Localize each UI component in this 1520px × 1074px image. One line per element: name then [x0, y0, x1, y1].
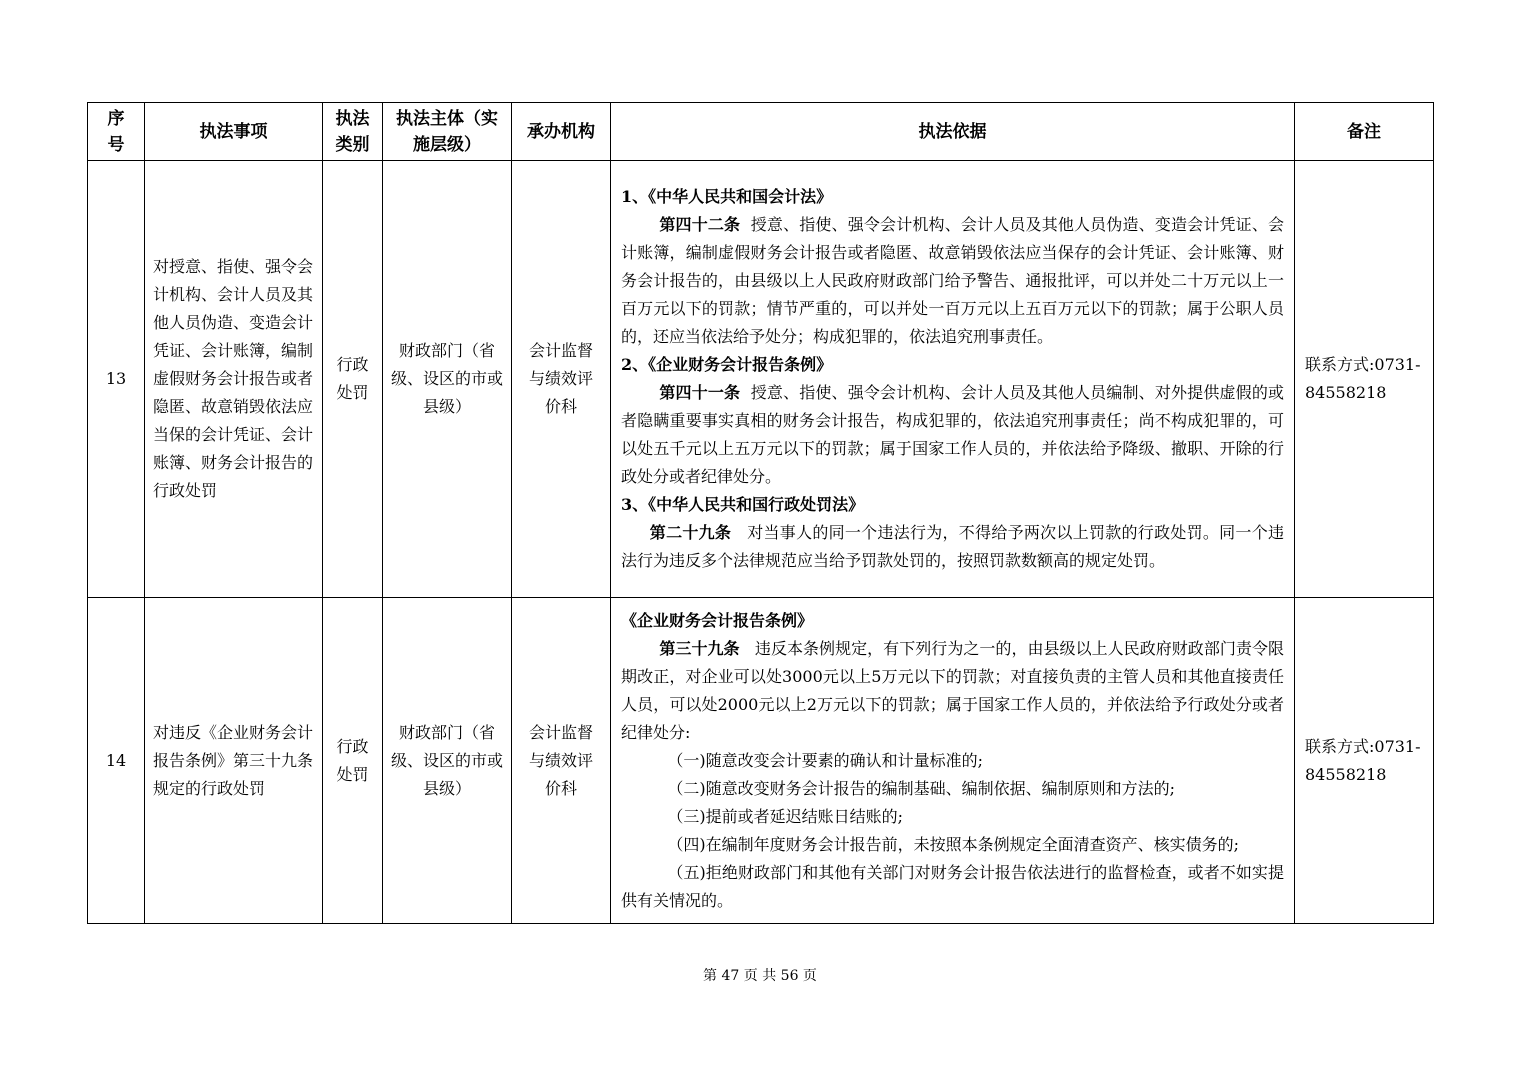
table-row: [88, 598, 1434, 924]
basis-law-title: 《企业财务会计报告条例》: [621, 610, 814, 630]
enforcement-table: [87, 102, 1434, 924]
basis-paragraph: 第四十一条 授意、指使、强令会计机构、会计人员及其他人员编制、对外提供虚假的或者隐瞒重要事实真相的财务会计报告，构成犯罪的，依法追究刑事责任；尚不构成犯罪的，可以处五千元以上五万元以下的罚款；属于国家工作人员的，并依法给予降级、撤职、开除的行政处分或者纪律处分。: [621, 383, 1284, 486]
basis-law-title: 2、《企业财务会计报告条例》: [621, 355, 833, 374]
row-basis: [611, 161, 1295, 598]
page-number: 第 47 页 共 56 页: [703, 968, 817, 984]
basis-paragraph: 第三十九条 违反本条例规定，有下列行为之一的，由县级以上人民政府财政部门责令限期改正，对企业可以处3000元以上5万元以下的罚款；对直接负责的主管人员和其他直接责任人员，可以处2000元以上2万元以下的罚款；属于国家工作人员的，并依法给予行政处分或者纪律处分:: [621, 638, 1284, 742]
basis-paragraph: 第二十九条 对当事人的同一个违法行为，不得给予两次以上罚款的行政处罚。同一个违法行为违反多个法律规范应当给予罚款处罚的，按照罚款数额高的规定处罚。: [621, 523, 1284, 570]
row-type: 行政处罚: [323, 161, 383, 598]
basis-list-item: （一)随意改变会计要素的确认和计量标准的;: [667, 750, 984, 770]
row-basis: [611, 598, 1295, 924]
header-org: 承办机构: [512, 103, 611, 161]
row-item: 对违反《企业财务会计报告条例》第三十九条规定的行政处罚: [145, 598, 323, 924]
header-note: 备注: [1295, 103, 1434, 161]
row-note: 联系方式:0731-84558218: [1295, 161, 1434, 598]
row-org: 会计监督与绩效评价科: [512, 598, 611, 924]
basis-list-item: （三)提前或者延迟结账日结账的;: [667, 806, 904, 826]
basis-law-title: 3、《中华人民共和国行政处罚法》: [621, 495, 865, 514]
row-seq: 14: [88, 598, 145, 924]
basis-list-item: （四)在编制年度财务会计报告前，未按照本条例规定全面清查资产、核实债务的;: [667, 834, 1240, 854]
header-type: 执法类别: [323, 103, 383, 161]
table-row: [88, 161, 1434, 598]
basis-list-item: （二)随意改变财务会计报告的编制基础、编制依据、编制原则和方法的;: [667, 778, 1176, 798]
row-note: 联系方式:0731-84558218: [1295, 598, 1434, 924]
basis-paragraph: 第四十二条 授意、指使、强令会计机构、会计人员及其他人员伪造、变造会计凭证、会计账簿，编制虚假财务会计报告或者隐匿、故意销毁依法应当保存的会计凭证、会计账簿、财务会计报告的，由县级以上人民政府财政部门给予警告、通报批评，可以并处二十万元以上一百万元以下的罚款；情节严重的，可以并处一百万元以上五百万元以下的罚款；属于公职人员的，还应当依法给予处分；构成犯罪的，依法追究刑事责任。: [621, 215, 1284, 346]
row-seq: 13: [88, 161, 145, 598]
row-item: 对授意、指使、强令会计机构、会计人员及其他人员伪造、变造会计凭证、会计账簿，编制虚假财务会计报告或者隐匿、故意销毁依法应当保的会计凭证、会计账簿、财务会计报告的行政处罚: [145, 161, 323, 598]
basis-list-item: （五)拒绝财政部门和其他有关部门对财务会计报告依法进行的监督检查，或者不如实提供有关情况的。: [621, 862, 1284, 910]
header-subject: 执法主体（实施层级）: [383, 103, 512, 161]
row-subject: 财政部门（省级、设区的市或县级）: [383, 598, 512, 924]
row-subject: 财政部门（省级、设区的市或县级）: [383, 161, 512, 598]
header-item: 执法事项: [145, 103, 323, 161]
header-basis: 执法依据: [611, 103, 1295, 161]
basis-law-title: 1、《中华人民共和国会计法》: [621, 187, 833, 206]
header-row: [88, 103, 1434, 161]
row-org: 会计监督与绩效评价科: [512, 161, 611, 598]
row-type: 行政处罚: [323, 598, 383, 924]
header-seq: 序号: [88, 103, 145, 161]
